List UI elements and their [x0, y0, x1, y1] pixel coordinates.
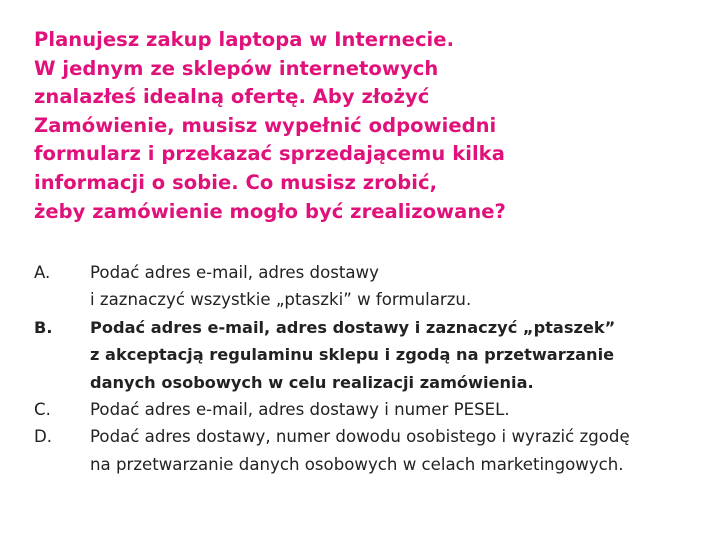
answer-letter: C. — [34, 400, 51, 420]
question-line: informacji o sobie. Co musisz zrobić, — [34, 170, 438, 194]
answer-line: Podać adres dostawy, numer dowodu osobistego i wyrazić zgodę — [90, 427, 630, 447]
answer-line: na przetwarzanie danych osobowych w celach marketingowych. — [90, 454, 624, 474]
answer-line: danych osobowych w celu realizacji zamówienia. — [90, 372, 534, 392]
answer-line: Podać adres e-mail, adres dostawy i numer PESEL. — [90, 400, 510, 420]
question-line: formularz i przekazać sprzedającemu kilka — [34, 142, 505, 166]
question-line: żeby zamówienie mogło być zrealizowane? — [34, 199, 506, 223]
answer-list — [34, 259, 694, 478]
question-text — [34, 26, 694, 226]
answer-option-c — [34, 396, 694, 423]
answer-line: Podać adres e-mail, adres dostawy i zaznaczyć „ptaszek” — [90, 317, 616, 337]
answer-line: i zaznaczyć wszystkie „ptaszki” w formularzu. — [90, 290, 472, 310]
question-line: Planujesz zakup laptopa w Internecie. — [34, 28, 455, 51]
answer-line: z akceptacją regulaminu sklepu i zgodą na przetwarzanie — [90, 345, 615, 365]
question-line: W jednym ze sklepów internetowych — [34, 56, 439, 80]
answer-letter: B. — [34, 317, 53, 337]
answer-letter: D. — [34, 427, 53, 447]
answer-option-a — [34, 259, 694, 314]
question-line: znalazłeś idealną ofertę. Aby złożyć — [34, 85, 430, 109]
question-line: Zamówienie, musisz wypełnić odpowiedni — [34, 113, 497, 137]
answer-option-b — [34, 314, 694, 396]
answer-option-d — [34, 423, 694, 478]
answer-line: Podać adres e-mail, adres dostawy — [90, 263, 379, 282]
answer-letter: A. — [34, 263, 51, 282]
